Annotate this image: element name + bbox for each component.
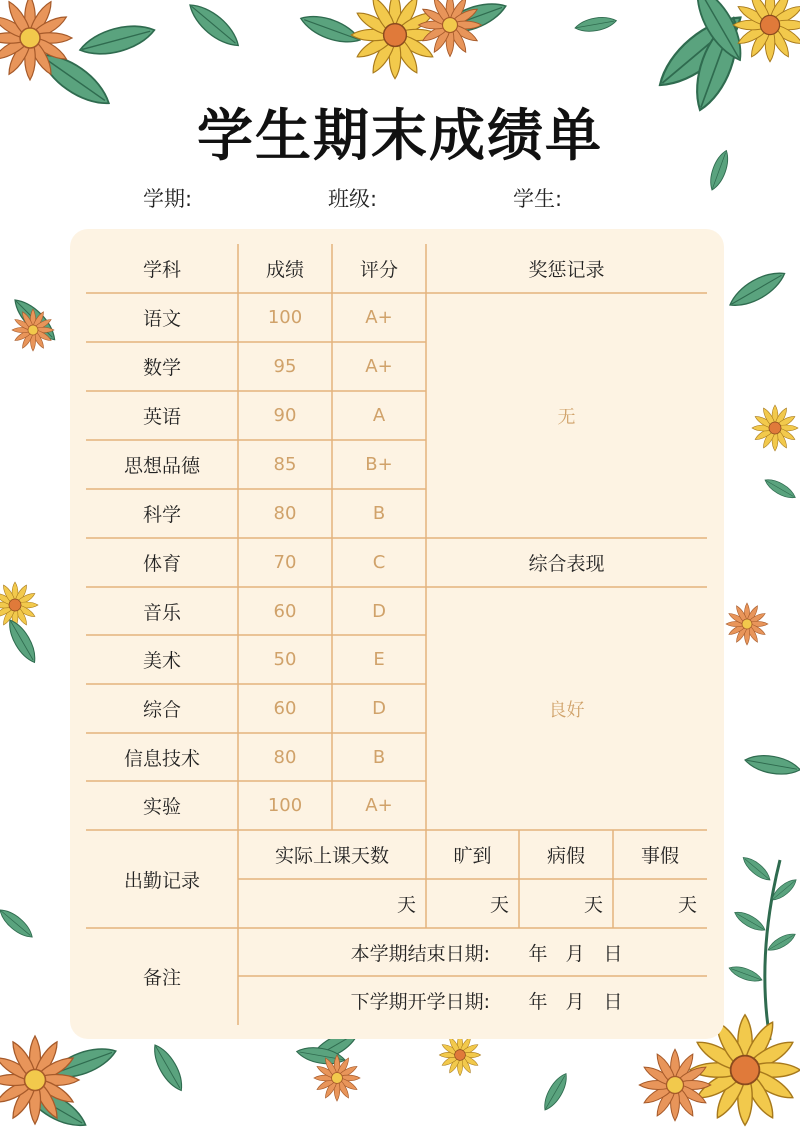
score-cell: 50 <box>273 649 297 670</box>
grade-cell: B <box>372 746 386 768</box>
score-cell: 95 <box>273 356 297 377</box>
page-title: 学生期末成绩单 <box>197 104 603 169</box>
grade-cell: E <box>373 649 385 670</box>
absent-header: 旷到 <box>453 845 492 867</box>
next-term-label: 下学期开学日期: <box>350 991 490 1013</box>
subject-cell: 音乐 <box>142 601 181 624</box>
rewards-value: 无 <box>557 406 576 428</box>
performance-value: 良好 <box>548 699 585 721</box>
subject-cell: 语文 <box>142 308 181 330</box>
performance-label: 综合表现 <box>528 553 605 575</box>
notes-label: 备注 <box>142 967 181 989</box>
personal-header: 事假 <box>640 845 679 867</box>
header-rewards: 奖惩记录 <box>528 259 605 281</box>
score-cell: 90 <box>273 405 297 426</box>
score-cell: 60 <box>273 698 297 719</box>
subject-cell: 美术 <box>142 650 181 672</box>
score-cell: 70 <box>273 552 297 573</box>
grade-cell: B+ <box>365 454 393 475</box>
subject-cell: 数学 <box>142 357 181 379</box>
subject-cell: 综合 <box>142 699 181 721</box>
next-term-month: 月 <box>565 991 585 1013</box>
absent-unit: 天 <box>489 894 509 916</box>
actual-days-header: 实际上课天数 <box>274 845 389 867</box>
score-cell: 80 <box>273 746 297 768</box>
term-label: 学期: <box>143 187 193 211</box>
grade-cell: A+ <box>365 795 393 816</box>
grade-cell: D <box>372 698 386 719</box>
attendance-label: 出勤记录 <box>123 869 200 892</box>
class-label: 班级: <box>328 187 378 211</box>
actual-days-unit: 天 <box>396 894 416 916</box>
score-cell: 100 <box>267 307 303 328</box>
grade-cell: A+ <box>365 356 393 377</box>
grade-cell: B <box>372 503 386 524</box>
grade-cell: A <box>372 405 386 426</box>
subject-cell: 信息技术 <box>123 747 200 770</box>
term-end-label: 本学期结束日期: <box>350 942 490 965</box>
grade-cell: C <box>372 552 386 573</box>
term-end-year: 年 <box>528 942 548 965</box>
subject-cell: 体育 <box>142 553 181 575</box>
subject-cell: 思想品德 <box>123 455 200 477</box>
term-end-month: 月 <box>565 942 585 965</box>
subject-cell: 科学 <box>142 504 181 526</box>
header-score: 成绩 <box>265 259 304 281</box>
sick-unit: 天 <box>583 894 603 916</box>
term-end-day: 日 <box>603 942 623 965</box>
personal-unit: 天 <box>677 894 697 916</box>
grade-cell: D <box>372 600 386 622</box>
header-subject: 学科 <box>142 259 181 281</box>
student-label: 学生: <box>513 187 563 211</box>
score-cell: 100 <box>267 795 303 816</box>
score-cell: 60 <box>273 600 297 622</box>
subject-cell: 实验 <box>142 796 181 818</box>
score-cell: 85 <box>273 454 297 475</box>
subject-cell: 英语 <box>142 406 181 428</box>
sick-header: 病假 <box>546 845 585 867</box>
header-grade: 评分 <box>359 259 398 281</box>
next-term-day: 日 <box>603 991 623 1013</box>
score-cell: 80 <box>273 503 297 524</box>
grade-cell: A+ <box>365 307 393 328</box>
next-term-year: 年 <box>528 991 548 1013</box>
